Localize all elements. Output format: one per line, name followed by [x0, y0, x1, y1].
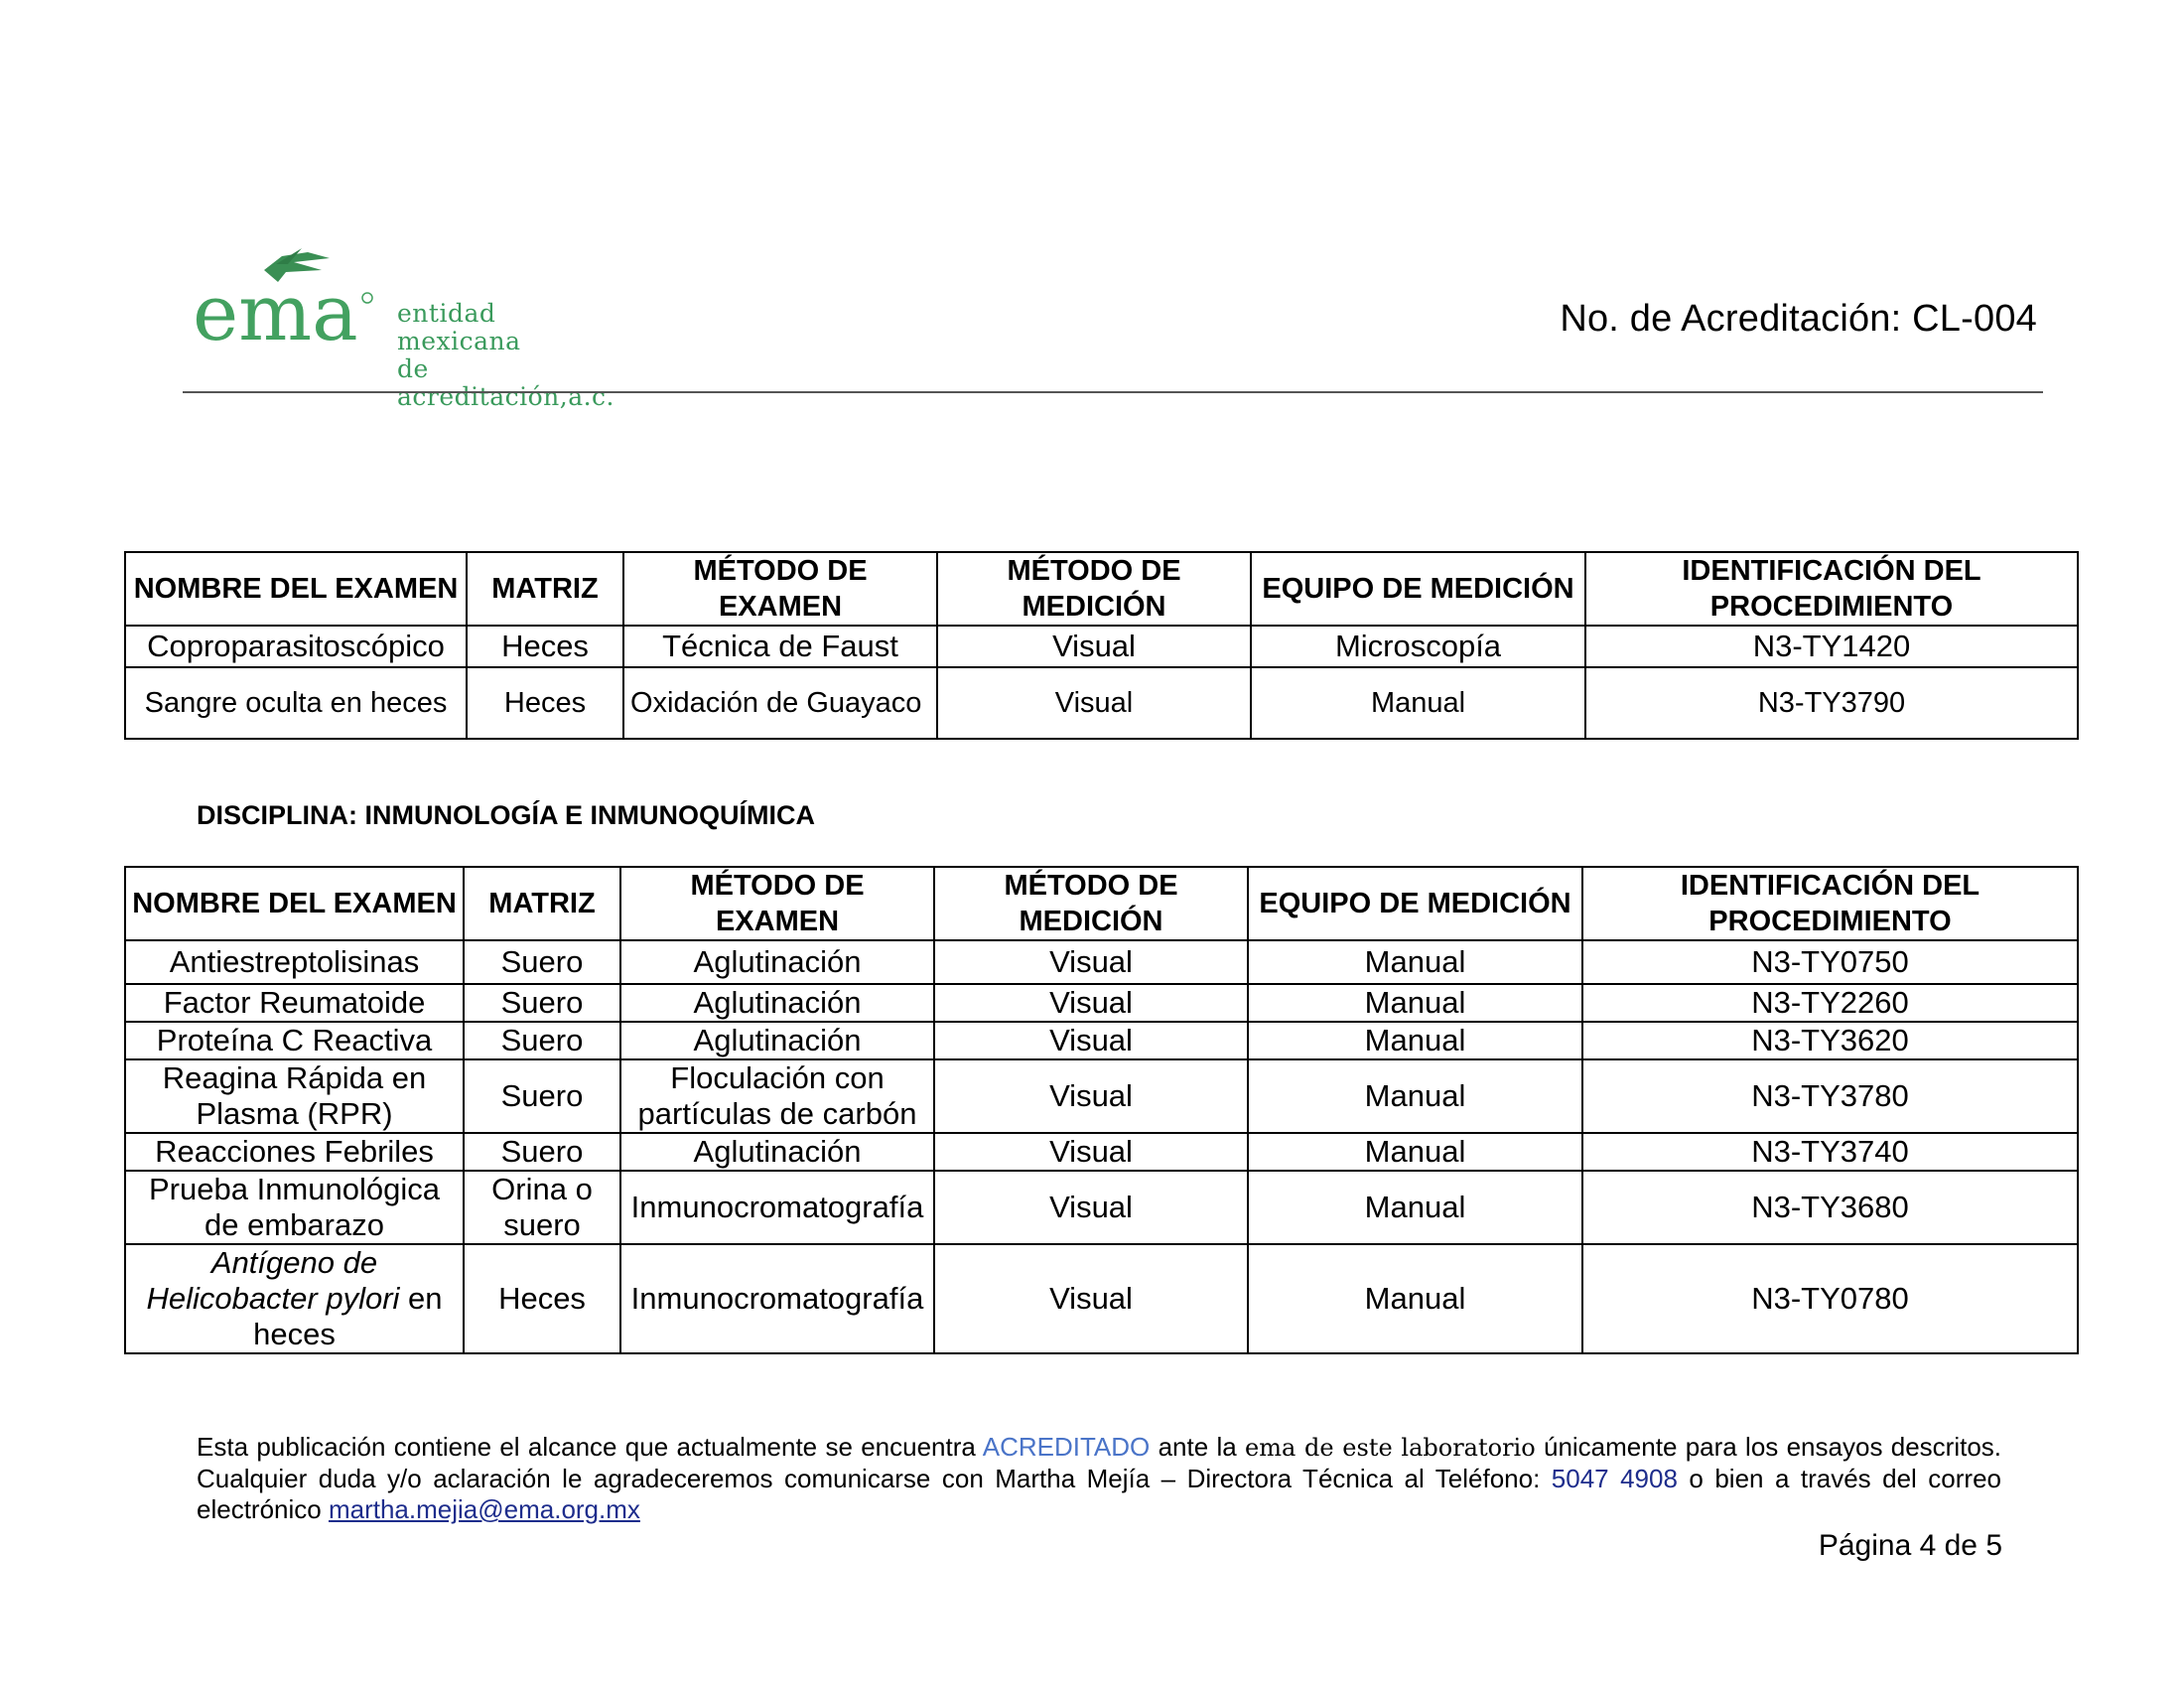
cell-measure-method: Visual — [934, 1171, 1248, 1244]
cell-exam-method: Floculación con partículas de carbón — [620, 1059, 934, 1133]
footer-notice — [197, 1432, 2001, 1525]
cell-procedure-id: N3-TY3620 — [1582, 1022, 2078, 1059]
page-number: Página 4 de 5 — [1818, 1529, 2002, 1562]
cell-exam-name: Proteína C Reactiva — [125, 1022, 464, 1059]
col-header-equipment: EQUIPO DE MEDICIÓN — [1248, 867, 1582, 940]
header-divider — [183, 391, 2043, 393]
cell-equipment: Manual — [1248, 1171, 1582, 1244]
cell-equipment: Microscopía — [1251, 626, 1585, 667]
cell-procedure-id: N3-TY2260 — [1582, 984, 2078, 1022]
cell-equipment: Manual — [1248, 984, 1582, 1022]
col-header-exam-name: NOMBRE DEL EXAMEN — [125, 867, 464, 940]
footer-text-3: únicamente para los ensayos descritos. Cualquier duda y/o aclaración le agradeceremos comunicarse con Martha Mejía – Directora Técnica al Teléfono: — [197, 1432, 2002, 1493]
cell-measure-method: Visual — [934, 984, 1248, 1022]
cell-exam-name: Sangre oculta en heces — [125, 667, 467, 739]
cell-exam-method: Aglutinación — [620, 1133, 934, 1171]
col-header-equipment: EQUIPO DE MEDICIÓN — [1251, 552, 1585, 626]
footer-text-1: Esta publicación contiene el alcance que actualmente se encuentra — [197, 1432, 983, 1462]
phone-number: 5047 4908 — [1551, 1464, 1678, 1493]
acreditado-label: ACREDITADO — [982, 1432, 1151, 1462]
col-header-procedure-id: IDENTIFICACIÓN DEL PROCEDIMIENTO — [1582, 867, 2078, 940]
col-header-measure-method: MÉTODO DE MEDICIÓN — [934, 867, 1248, 940]
col-header-exam-name: NOMBRE DEL EXAMEN — [125, 552, 467, 626]
logo-caption — [397, 300, 627, 411]
logo-word: ema — [193, 269, 358, 358]
cell-matrix: Suero — [464, 1059, 620, 1133]
table-header-row — [125, 867, 2078, 940]
cell-matrix: Heces — [467, 626, 623, 667]
table-header-row — [125, 552, 2078, 626]
ema-lab-text: ema de este laboratorio — [1245, 1434, 1536, 1462]
table-row — [125, 1059, 2078, 1133]
cell-exam-name: Factor Reumatoide — [125, 984, 464, 1022]
ema-eagle-logo-icon — [191, 248, 379, 359]
table-row — [125, 1244, 2078, 1353]
cell-equipment: Manual — [1248, 1244, 1582, 1353]
col-header-exam-method: MÉTODO DE EXAMEN — [620, 867, 934, 940]
cell-matrix: Suero — [464, 1022, 620, 1059]
accreditation-number: No. de Acreditación: CL-004 — [1560, 298, 2037, 340]
cell-matrix: Suero — [464, 1133, 620, 1171]
ema-logo — [191, 248, 627, 411]
cell-exam-name: Reagina Rápida en Plasma (RPR) — [125, 1059, 464, 1133]
col-header-matrix: MATRIZ — [464, 867, 620, 940]
col-header-procedure-id: IDENTIFICACIÓN DEL PROCEDIMIENTO — [1585, 552, 2078, 626]
cell-procedure-id: N3-TY3680 — [1582, 1171, 2078, 1244]
col-header-measure-method: MÉTODO DE MEDICIÓN — [937, 552, 1251, 626]
discipline-heading: DISCIPLINA: INMUNOLOGÍA E INMUNOQUÍMICA — [197, 800, 815, 830]
tests-table-1 — [124, 551, 2079, 740]
cell-exam-name: Coproparasitoscópico — [125, 626, 467, 667]
cell-equipment: Manual — [1248, 1059, 1582, 1133]
cell-exam-method: Inmunocromatografía — [620, 1244, 934, 1353]
cell-procedure-id: N3-TY0780 — [1582, 1244, 2078, 1353]
table-row — [125, 1022, 2078, 1059]
cell-equipment: Manual — [1248, 940, 1582, 984]
cell-matrix: Orina o suero — [464, 1171, 620, 1244]
cell-matrix: Heces — [464, 1244, 620, 1353]
cell-equipment: Manual — [1251, 667, 1585, 739]
cell-exam-method: Aglutinación — [620, 1022, 934, 1059]
cell-measure-method: Visual — [937, 667, 1251, 739]
footer-text-2: ante la — [1150, 1432, 1246, 1462]
cell-matrix: Heces — [467, 667, 623, 739]
logo-line-1: entidad mexicana — [397, 299, 521, 355]
cell-procedure-id: N3-TY3790 — [1585, 667, 2078, 739]
table-row — [125, 1171, 2078, 1244]
cell-exam-method: Técnica de Faust — [623, 626, 937, 667]
cell-measure-method: Visual — [937, 626, 1251, 667]
cell-exam-method: Inmunocromatografía — [620, 1171, 934, 1244]
table-row — [125, 626, 2078, 667]
cell-exam-method: Oxidación de Guayaco — [623, 667, 937, 739]
cell-procedure-id: N3-TY0750 — [1582, 940, 2078, 984]
cell-matrix: Suero — [464, 984, 620, 1022]
cell-exam-name: Reacciones Febriles — [125, 1133, 464, 1171]
cell-equipment: Manual — [1248, 1022, 1582, 1059]
cell-exam-name: Antígeno de Helicobacter pylori en heces — [125, 1244, 464, 1353]
cell-procedure-id: N3-TY3740 — [1582, 1133, 2078, 1171]
cell-measure-method: Visual — [934, 1133, 1248, 1171]
cell-matrix: Suero — [464, 940, 620, 984]
col-header-exam-method: MÉTODO DE EXAMEN — [623, 552, 937, 626]
cell-procedure-id: N3-TY3780 — [1582, 1059, 2078, 1133]
logo-line-2: de acreditación,a.c. — [397, 354, 614, 411]
cell-procedure-id: N3-TY1420 — [1585, 626, 2078, 667]
col-header-matrix: MATRIZ — [467, 552, 623, 626]
cell-measure-method: Visual — [934, 1244, 1248, 1353]
table-row — [125, 1133, 2078, 1171]
table-row — [125, 667, 2078, 739]
cell-exam-method: Aglutinación — [620, 940, 934, 984]
cell-measure-method: Visual — [934, 1022, 1248, 1059]
cell-exam-name: Prueba Inmunológica de embarazo — [125, 1171, 464, 1244]
tests-table-2 — [124, 866, 2079, 1354]
organism-name: Antígeno de Helicobacter pylori — [146, 1245, 400, 1316]
cell-exam-method: Aglutinación — [620, 984, 934, 1022]
footer-text-4: o bien a través del correo electrónico — [197, 1464, 2001, 1524]
cell-exam-name: Antiestreptolisinas — [125, 940, 464, 984]
table-row — [125, 940, 2078, 984]
cell-measure-method: Visual — [934, 1059, 1248, 1133]
table-row — [125, 984, 2078, 1022]
cell-equipment: Manual — [1248, 1133, 1582, 1171]
cell-measure-method: Visual — [934, 940, 1248, 984]
email-link[interactable]: martha.mejia@ema.org.mx — [328, 1494, 640, 1524]
